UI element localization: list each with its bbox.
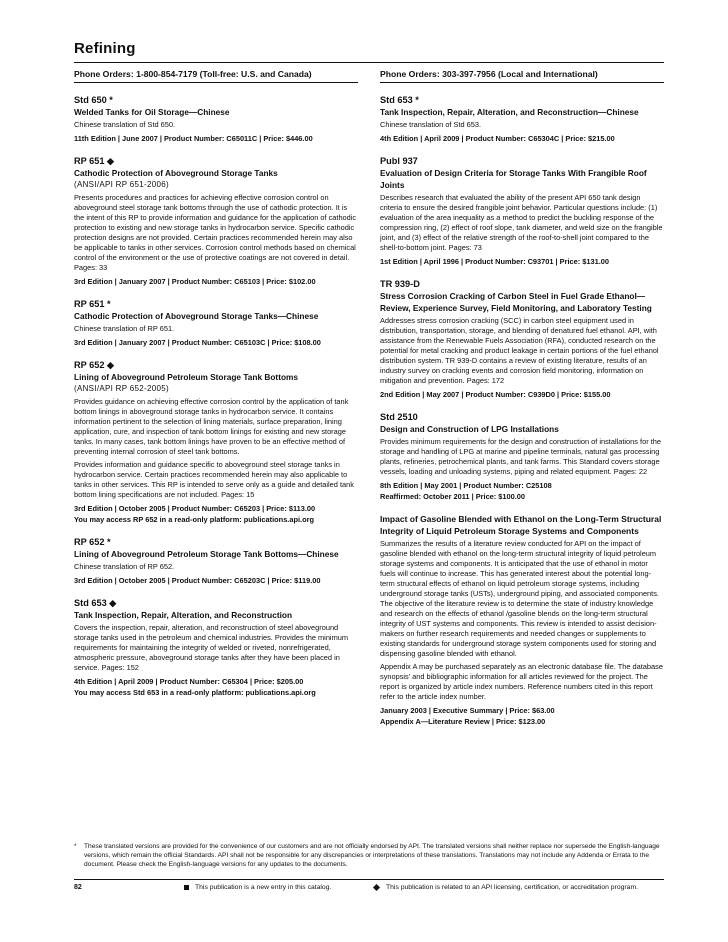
description-paragraph: Provides information and guidance specific to aboveground steel storage tanks in hydrocarbon service. Certain practices recommended herein may also applicable to tanks in other services. This RP is intended to serve only as a guide and detailed tank bottom lining specifications are not included. Pages: 15: [74, 460, 354, 499]
entry-title: Cathodic Protection of Aboveground Storage Tanks—Chinese: [74, 311, 319, 321]
phone-rule-left: [74, 82, 358, 83]
standard-number: TR 939-D: [380, 279, 420, 289]
entry-title: Lining of Aboveground Petroleum Storage Tank Bottoms—Chinese: [74, 549, 339, 559]
entry-title: Design and Construction of LPG Installations: [380, 424, 559, 434]
catalog-entry: [380, 155, 664, 267]
entry-description: Chinese translation of Std 650.: [74, 120, 176, 129]
catalog-entry: [74, 155, 358, 287]
standard-number: Std 653 *: [380, 95, 419, 105]
entry-edition-price: 4th Edition | April 2009 | Product Number: C65304 | Price: $205.00: [74, 677, 304, 686]
entry-title: Stress Corrosion Cracking of Carbon Steel in Fuel Grade Ethanol—Review, Experience Survey, Field Monitoring, and Laboratory Testing: [380, 291, 652, 313]
right-column: [380, 94, 664, 738]
entry-title: Tank Inspection, Repair, Alteration, and Reconstruction: [74, 610, 293, 620]
entry-title: Lining of Aboveground Petroleum Storage Tank Bottoms: [74, 372, 299, 382]
entry-description: Addresses stress corrosion cracking (SCC) in carbon steel equipment used in distribution, transportation, storage, and blending of denatured fuel ethanol. API, with assistance from the Renewable Fuels Association (RFA), conducted research on the potential for metal cracking and product leakage in certain portions of the fuel ethanol distribution system. TR 939-D contains a review of existing literature, results of an industry survey on cracking events and corrosion field monitoring, information on mitigation and prevention. Pages: 172: [380, 316, 659, 385]
catalog-page: [74, 0, 664, 942]
standard-number: Std 653 ◆: [74, 598, 117, 608]
catalog-entry: [74, 536, 358, 586]
standard-number: RP 651 *: [74, 299, 111, 309]
entry-edition-price: 3rd Edition | October 2005 | Product Number: C65203C | Price: $119.00: [74, 576, 321, 585]
description-paragraph: Summarizes the results of a literature review conducted for API on the impact of gasoline blended with ethanol on the long-term structural integrity of liquid petroleum storage systems and components. It is anticipated that the use of ethanol in motor fuels will continue to increase. This has generated interest about the potential long-term structural effects of ethanol on liquid petroleum storage systems, including underground storage tanks (USTs), underground piping, and associated components. The objective of the literature review is to determine the state of industry knowledge and research on the effects of ethanol /gasoline blends on the long-term structural integrity of UST systems and components. This review is intended to assist decision-makers on further research requirements and needed changes or supplements to existing standards for underground storage system components used for storing and dispensing gasoline blended with ethanol.: [380, 539, 659, 658]
catalog-entry: [74, 94, 358, 144]
footer-rule: [74, 879, 664, 880]
catalog-entry: [380, 411, 664, 502]
legend-new-entry: [184, 884, 331, 891]
entry-description: Chinese translation of RP 652.: [74, 562, 175, 571]
standard-number: Std 2510: [380, 412, 418, 422]
entry-edition-price: 1st Edition | April 1996 | Product Number: C93701 | Price: $131.00: [380, 257, 609, 266]
entry-description: Chinese translation of RP 651.: [74, 324, 175, 333]
diamond-bullet-icon: [373, 884, 380, 891]
description-paragraph: Provides guidance on achieving effective corrosion control by the application of tank bottom linings in aboveground storage tanks in hydrocarbon service. It contains information pertinent to the selection of lining materials, surface preparation, lining application, cure, and inspection of tank bottom linings for existing and new storage tanks. In many cases, tank bottom linings have proven to be an effective method of preventing internal corrosion of steel tank bottoms.: [74, 397, 349, 456]
footnote-asterisk: *: [74, 843, 77, 850]
phone-orders-international: Phone Orders: 303-397-7956 (Local and International): [380, 69, 598, 79]
catalog-entry: [380, 513, 664, 727]
entry-description: Describes research that evaluated the ability of the present API 650 tank design criteria to ensure the desired frangible joint behavior. Particular questions include: (1) evaluation of the area inequality as a method to predict the buckling response of the compression ring, (2) effect of roof slope, tank diameter, and weld size on the frangible joint, and (3) effect of the relative strength of the roof-to-shell joint compared to the shell-to-bottom joint. Pages: 73: [380, 193, 663, 252]
catalog-entry: [74, 359, 358, 525]
phone-orders-us: Phone Orders: 1-800-854-7179 (Toll-free: U.S. and Canada): [74, 69, 312, 79]
read-only-access-note: You may access Std 653 in a read-only platform: publications.api.org: [74, 688, 316, 697]
entry-ansi-designation: (ANSI/API RP 651-2006): [74, 180, 169, 189]
translation-footnote: [74, 842, 664, 869]
page-title: Refining: [74, 40, 136, 57]
entry-edition-price: 3rd Edition | January 2007 | Product Number: C65103C | Price: $108.00: [74, 338, 321, 347]
entry-description: [380, 539, 664, 702]
entry-appendix-price: Appendix A—Literature Review | Price: $123.00: [380, 717, 546, 726]
legend-new-entry-text: This publication is a new entry in this catalog.: [195, 884, 332, 891]
entry-title: Welded Tanks for Oil Storage—Chinese: [74, 107, 230, 117]
standard-number: Publ 937: [380, 156, 418, 166]
entry-description: Covers the inspection, repair, alteration, and reconstruction of steel aboveground storage tanks used in the petroleum and chemical industries. Provides the minimum requirements for maintaining the integrity of welded or riveted, nonrefrigerated, atmospheric pressure, aboveground storage tanks after they have been placed in service. Pages: 152: [74, 623, 348, 672]
standard-number: RP 651 ◆: [74, 156, 115, 166]
page-number: 82: [74, 884, 82, 891]
description-paragraph: Appendix A may be purchased separately as an electronic database file. The database synopsis’ and bibliographic information for all articles reviewed for the project. The report is organized by article index numbers. Reference numbers cited in this report refer to the article index number.: [380, 662, 663, 701]
entry-edition-price: 3rd Edition | October 2005 | Product Number: C65203 | Price: $113.00: [74, 504, 316, 513]
catalog-entry: [74, 597, 358, 698]
entry-title: Tank Inspection, Repair, Alteration, and Reconstruction—Chinese: [380, 107, 639, 117]
square-bullet-icon: [184, 885, 189, 890]
entry-description: [74, 397, 358, 500]
legend-related-program-text: This publication is related to an API licensing, certification, or accreditation program.: [386, 884, 638, 891]
legend-related-program: [374, 884, 638, 891]
entry-edition-price: 2nd Edition | May 2007 | Product Number: C939D0 | Price: $155.00: [380, 390, 611, 399]
phone-rule-right: [380, 82, 664, 83]
entry-edition-price: 11th Edition | June 2007 | Product Number: C65011C | Price: $446.00: [74, 134, 313, 143]
entry-edition-price: 4th Edition | April 2009 | Product Number: C65304C | Price: $215.00: [380, 134, 615, 143]
catalog-entry: [74, 298, 358, 348]
standard-number: RP 652 ◆: [74, 360, 115, 370]
standard-number: Std 650 *: [74, 95, 113, 105]
catalog-entry: [380, 278, 664, 400]
entry-title: Evaluation of Design Criteria for Storage Tanks With Frangible Roof Joints: [380, 168, 647, 190]
entry-title: Cathodic Protection of Aboveground Storage Tanks: [74, 168, 278, 178]
entry-description: Presents procedures and practices for achieving effective corrosion control on aboveground steel storage tank bottoms through the use of cathodic protection. It is the intent of this RP to provide information and guidance for the application of cathodic protection to existing and new storage tanks in hydrocarbon service. Specific cathodic protection designs are not provided. Certain practices recommended herein may also be applicable to tanks in other services. Corrosion control methods based on chemical control of the environment or the use of protective coatings are not covered in detail. Pages: 33: [74, 193, 357, 272]
catalog-entry: [380, 94, 664, 144]
footnote-text: These translated versions are provided for the convenience of our customers and are not officially endorsed by API. The translated versions shall neither replace nor supersede the English-language versions, which remain the official Standards. API shall not be responsible for any discrepancies or interpretations of these translations. Translations may not include any Addenda or Errata to the document. Please check the English-language versions for any updates to the documents.: [84, 843, 660, 868]
entry-edition-price: 8th Edition | May 2001 | Product Number: C25108: [380, 481, 552, 490]
standard-number: RP 652 *: [74, 537, 111, 547]
entry-edition-price: 3rd Edition | January 2007 | Product Number: C65103 | Price: $102.00: [74, 277, 316, 286]
entry-title: Impact of Gasoline Blended with Ethanol on the Long-Term Structural Integrity of Liquid Petroleum Storage Systems and Components: [380, 514, 662, 536]
read-only-access-note: You may access RP 652 in a read-only platform: publications.api.org: [74, 515, 314, 524]
top-rule: [74, 62, 664, 63]
entry-edition-price: January 2003 | Executive Summary | Price: $63.00: [380, 706, 555, 715]
left-column: [74, 94, 358, 709]
entry-description: Chinese translation of Std 653.: [380, 120, 482, 129]
entry-ansi-designation: (ANSI/API RP 652-2005): [74, 384, 169, 393]
entry-description: Provides minimum requirements for the design and construction of installations for the storage and handling of LPG at marine and pipeline terminals, natural gas processing plants, refineries, petrochemical plants, and tank farms. This Standard covers storage vessels, loading and unloading systems, piping and related equipment. Pages: 22: [380, 437, 661, 476]
entry-reaffirmed-price: Reaffirmed: October 2011 | Price: $100.00: [380, 492, 526, 501]
